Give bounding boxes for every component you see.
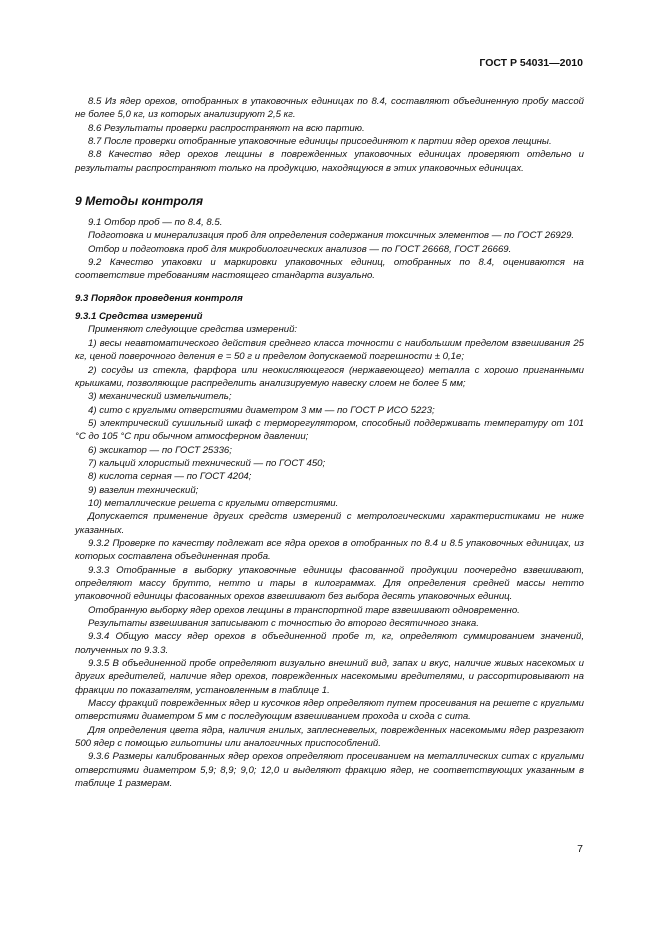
paragraph-8-6: 8.6 Результаты проверки распространяют на всю партию. [88, 122, 365, 134]
instrument-item: 4) сито с круглыми отверстиями диаметром 3 мм — по ГОСТ Р ИСО 5223; [88, 404, 435, 416]
paragraph-9-1-micro: Отбор и подготовка проб для микробиологических анализов — по ГОСТ 26668, ГОСТ 26669. [88, 243, 512, 255]
paragraph-8-5: 8.5 Из ядер орехов, отобранных в упаковочных единицах по 8.4, составляют объединенную пробу массой не более 5,0 кг, из которых анализируют 2,5 кг. [75, 96, 584, 121]
paragraph-9-3-3: 9.3.3 Отобранные в выборку упаковочные единицы фасованной продукции поочередно взвешивают, определяют массу брутто, нетто и тары в килограммах. Для определения средней массы нетто упаковочной единицы фасованных орехов взвешивают без выбора десять упаковочных единиц. [75, 564, 584, 603]
instrument-item: 7) кальций хлористый технический — по ГОСТ 450; [88, 457, 326, 469]
section-9-3-1-title: 9.3.1 Средства измерений [75, 311, 203, 323]
instrument-item: 6) эксикатор — по ГОСТ 25336; [88, 444, 232, 456]
paragraph-9-1: 9.1 Отбор проб — по 8.4, 8.5. [88, 217, 223, 229]
paragraph-9-3-3-results: Результаты взвешивания записывают с точностью до второго десятичного знака. [88, 618, 479, 630]
paragraph-9-3-5: 9.3.5 В объединенной пробе определяют визуально внешний вид, запах и вкус, наличие живых насекомых и других вредителей, наличие ядер орехов, поврежденных насекомыми вредителями, и рассортировывают на фракции по показателям, установленным в таблице 1. [75, 658, 584, 696]
instruments-note: Допускается применение других средств измерений с метрологическими характеристиками не ниже указанных. [75, 511, 584, 536]
page-body [75, 95, 584, 791]
paragraph-9-3-2: 9.3.2 Проверке по качеству подлежат все ядра орехов в отобранных по 8.4 и 8.5 упаковочных единицах, из которых составлена объединенная проба. [75, 537, 584, 563]
paragraph-9-3-3-transport: Отобранную выборку ядер орехов лещины в транспортной таре взвешивают одновременно. [88, 604, 520, 616]
instrument-item: 3) механический измельчитель; [88, 391, 232, 403]
paragraph-9-2: 9.2 Качество упаковки и маркировки упаковочных единиц, отобранных по 8.4, оцениваются на соответствие требованиям настоящего стандарта визуально. [75, 257, 584, 282]
instrument-item: 1) весы неавтоматического действия среднего класса точности с наибольшим пределом взвешивания 25 кг, ценой поверочного деления е = 50 г и пределом допускаемой погрешности ± 0,1е; [75, 337, 584, 363]
section-9-title: 9 Методы контроля [75, 194, 204, 209]
section-9-3-title: 9.3 Порядок проведения контроля [75, 292, 243, 304]
paragraph-9-3-5-color: Для определения цвета ядра, наличия гнилых, заплесневелых, поврежденных насекомыми ядер разрезают 500 ядер с помощью гильотины или аналогичных приспособлений. [75, 724, 584, 750]
paragraph-9-3-6: 9.3.6 Размеры калиброванных ядер орехов определяют просеиванием на металлических ситах с круглыми отверстиями диаметром 5,9; 8,9; 9,0; 12,0 и выделяют фракцию ядер, не соответствующих указанным в таблице 1 размерам. [75, 751, 584, 790]
instrument-item: 8) кислота серная — по ГОСТ 4204; [88, 471, 252, 483]
instrument-item: 2) сосуды из стекла, фарфора или неокисляющегося (нержавеющего) металла с хорошо пригнанными крышками, позволяющие распределить анализируемую навеску слоем не более 5 мм; [75, 364, 584, 389]
instruments-intro: Применяют следующие средства измерений: [88, 324, 298, 336]
paragraph-8-7: 8.7 После проверки отобранные упаковочные единицы присоединяют к партии ядер орехов лещины. [88, 136, 552, 148]
standard-header: ГОСТ Р 54031—2010 [479, 57, 583, 69]
paragraph-8-8: 8.8 Качество ядер орехов лещины в поврежденных упаковочных единицах проверяют отдельно и результаты распространяют только на продукцию, находящуюся в этих упаковочных единицах. [75, 149, 584, 174]
paragraph-9-3-4: 9.3.4 Общую массу ядер орехов в объединенной пробе т, кг, определяют суммированием значений, полученных по 9.3.3. [75, 631, 584, 656]
instrument-item: 9) вазелин технический; [88, 484, 199, 496]
instrument-item: 5) электрический сушильный шкаф с терморегулятором, способный поддерживать температуру от 101 °С до 105 °С при обычном атмосферном давлении; [75, 417, 584, 443]
paragraph-9-1-prep: Подготовка и минерализация проб для определения содержания токсичных элементов — по ГОСТ 26929. [88, 230, 575, 242]
page-number: 7 [577, 843, 583, 855]
instrument-item: 10) металлические решета с круглыми отверстиями. [88, 497, 339, 509]
paragraph-9-3-5-fractions: Массу фракций поврежденных ядер и кусочков ядер определяют путем просеивания на решете с круглыми отверстиями диаметром 5 мм с последующим взвешиванием прохода и схода с сита. [75, 698, 584, 723]
